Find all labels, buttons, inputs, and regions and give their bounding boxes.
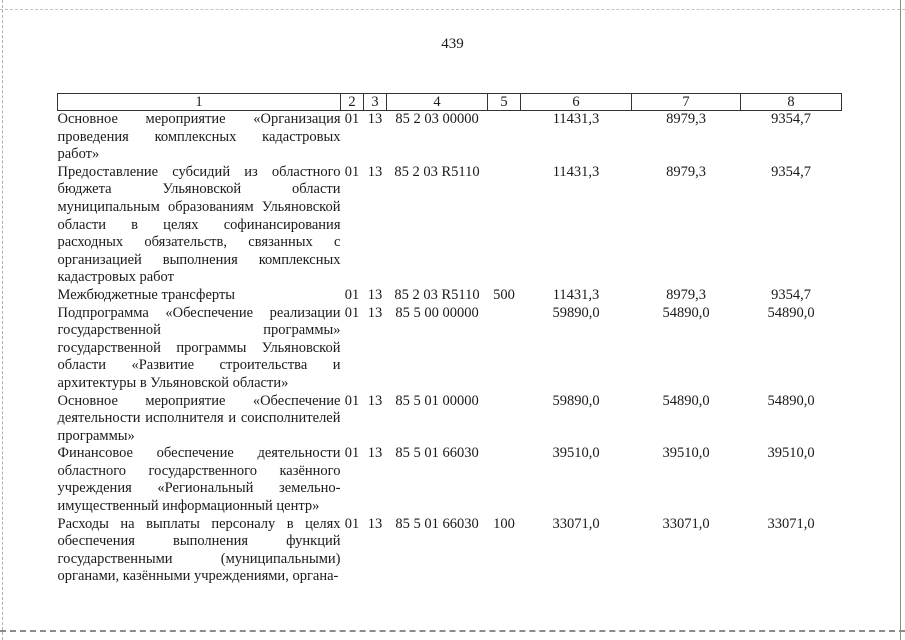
row-value-col7: 39510,0	[662, 445, 710, 462]
column-header: 5	[488, 94, 521, 111]
row-name: Основное мероприятие «Организация проведения комплексных кадастровых работ»	[57, 111, 341, 163]
row-target-code: 85 2 03 R5110	[394, 286, 480, 303]
column-header: 1	[58, 94, 341, 111]
row-subsection-code: 13	[367, 111, 383, 127]
row-value-col6: 33071,0	[552, 515, 600, 532]
table-row	[58, 516, 842, 586]
row-expense-type-code: 100	[493, 515, 515, 532]
column-header: 4	[387, 94, 488, 111]
row-section-code: 01	[344, 445, 360, 462]
row-expense-type-code	[488, 445, 521, 515]
row-subsection-code: 13	[367, 515, 383, 532]
row-subsection-code: 13	[367, 304, 383, 321]
table-row	[58, 164, 842, 287]
table-row	[58, 111, 842, 164]
row-target-code: 85 5 01 66030	[395, 515, 479, 532]
row-value-col8: 9354,7	[771, 111, 811, 127]
row-section-code: 01	[344, 163, 360, 180]
row-section-code: 01	[344, 515, 360, 532]
row-value-col8: 9354,7	[771, 286, 811, 303]
row-name: Подпрограмма «Обеспечение реализации государственной программы» государственной программы Ульяновской области «Развитие строительства и архитектуры в Ульяновской области»	[57, 304, 341, 391]
row-expense-type-code	[488, 164, 521, 287]
column-header: 8	[741, 94, 842, 111]
row-section-code: 01	[344, 304, 360, 321]
row-target-code: 85 2 03 00000	[395, 111, 479, 127]
row-target-code: 85 5 00 00000	[395, 304, 479, 321]
row-value-col7: 8979,3	[666, 163, 706, 180]
row-expense-type-code	[488, 393, 521, 446]
page-number: 439	[441, 36, 464, 52]
row-subsection-code: 13	[367, 163, 383, 180]
column-header: 3	[364, 94, 387, 111]
row-value-col6: 59890,0	[552, 304, 600, 321]
row-value-col8: 54890,0	[767, 304, 815, 321]
row-target-code: 85 2 03 R5110	[394, 163, 480, 180]
row-value-col7: 8979,3	[666, 111, 706, 127]
budget-table	[57, 93, 842, 586]
row-value-col7: 54890,0	[662, 392, 710, 409]
row-name: Основное мероприятие «Обеспечение деятельности исполнителя и соисполнителей программы»	[57, 392, 341, 444]
row-name: Предоставление субсидий из областного бюджета Ульяновской области муниципальным образованиям Ульяновской области в целях софинансирования расходных обязательств, связанных с организацией выполнения комплексных кадастровых работ	[57, 163, 341, 286]
table-row	[58, 287, 842, 305]
row-value-col6: 39510,0	[552, 445, 600, 462]
row-name: Финансовое обеспечение деятельности областного государственного казённого учреждения «Региональный земельно-имущественный информационный центр»	[57, 445, 341, 515]
row-value-col8: 33071,0	[767, 515, 815, 532]
row-expense-type-code: 500	[493, 286, 515, 303]
scan-right-edge	[900, 0, 901, 640]
row-value-col7: 8979,3	[666, 286, 706, 303]
row-subsection-code: 13	[367, 445, 383, 462]
row-value-col6: 11431,3	[552, 286, 600, 303]
row-section-code: 01	[344, 111, 360, 127]
row-subsection-code: 13	[367, 286, 383, 303]
column-header: 6	[521, 94, 632, 111]
column-header: 7	[632, 94, 741, 111]
row-value-col7: 54890,0	[662, 304, 710, 321]
row-value-col8: 9354,7	[771, 163, 811, 180]
row-value-col6: 11431,3	[552, 163, 600, 180]
row-section-code: 01	[344, 392, 360, 409]
scan-bottom-edge	[0, 630, 905, 632]
table-row	[58, 445, 842, 515]
row-expense-type-code	[488, 305, 521, 393]
row-value-col6: 11431,3	[552, 111, 600, 127]
scan-top-edge	[0, 9, 905, 10]
header-row	[58, 94, 842, 111]
row-value-col8: 39510,0	[767, 445, 815, 462]
row-target-code: 85 5 01 66030	[395, 445, 479, 462]
row-target-code: 85 5 01 00000	[395, 392, 479, 409]
row-expense-type-code	[488, 111, 521, 164]
table-row	[58, 393, 842, 446]
row-value-col6: 59890,0	[552, 392, 600, 409]
row-name: Расходы на выплаты персоналу в целях обеспечения выполнения функций государственными (муниципальными) органами, казёнными учреждениями, органа-	[57, 515, 341, 585]
table-row	[58, 305, 842, 393]
row-name: Межбюджетные трансферты	[57, 286, 236, 303]
row-value-col8: 54890,0	[767, 392, 815, 409]
column-header: 2	[341, 94, 364, 111]
row-subsection-code: 13	[367, 392, 383, 409]
scan-left-edge	[2, 0, 3, 640]
row-value-col7: 33071,0	[662, 515, 710, 532]
row-section-code: 01	[344, 286, 360, 303]
